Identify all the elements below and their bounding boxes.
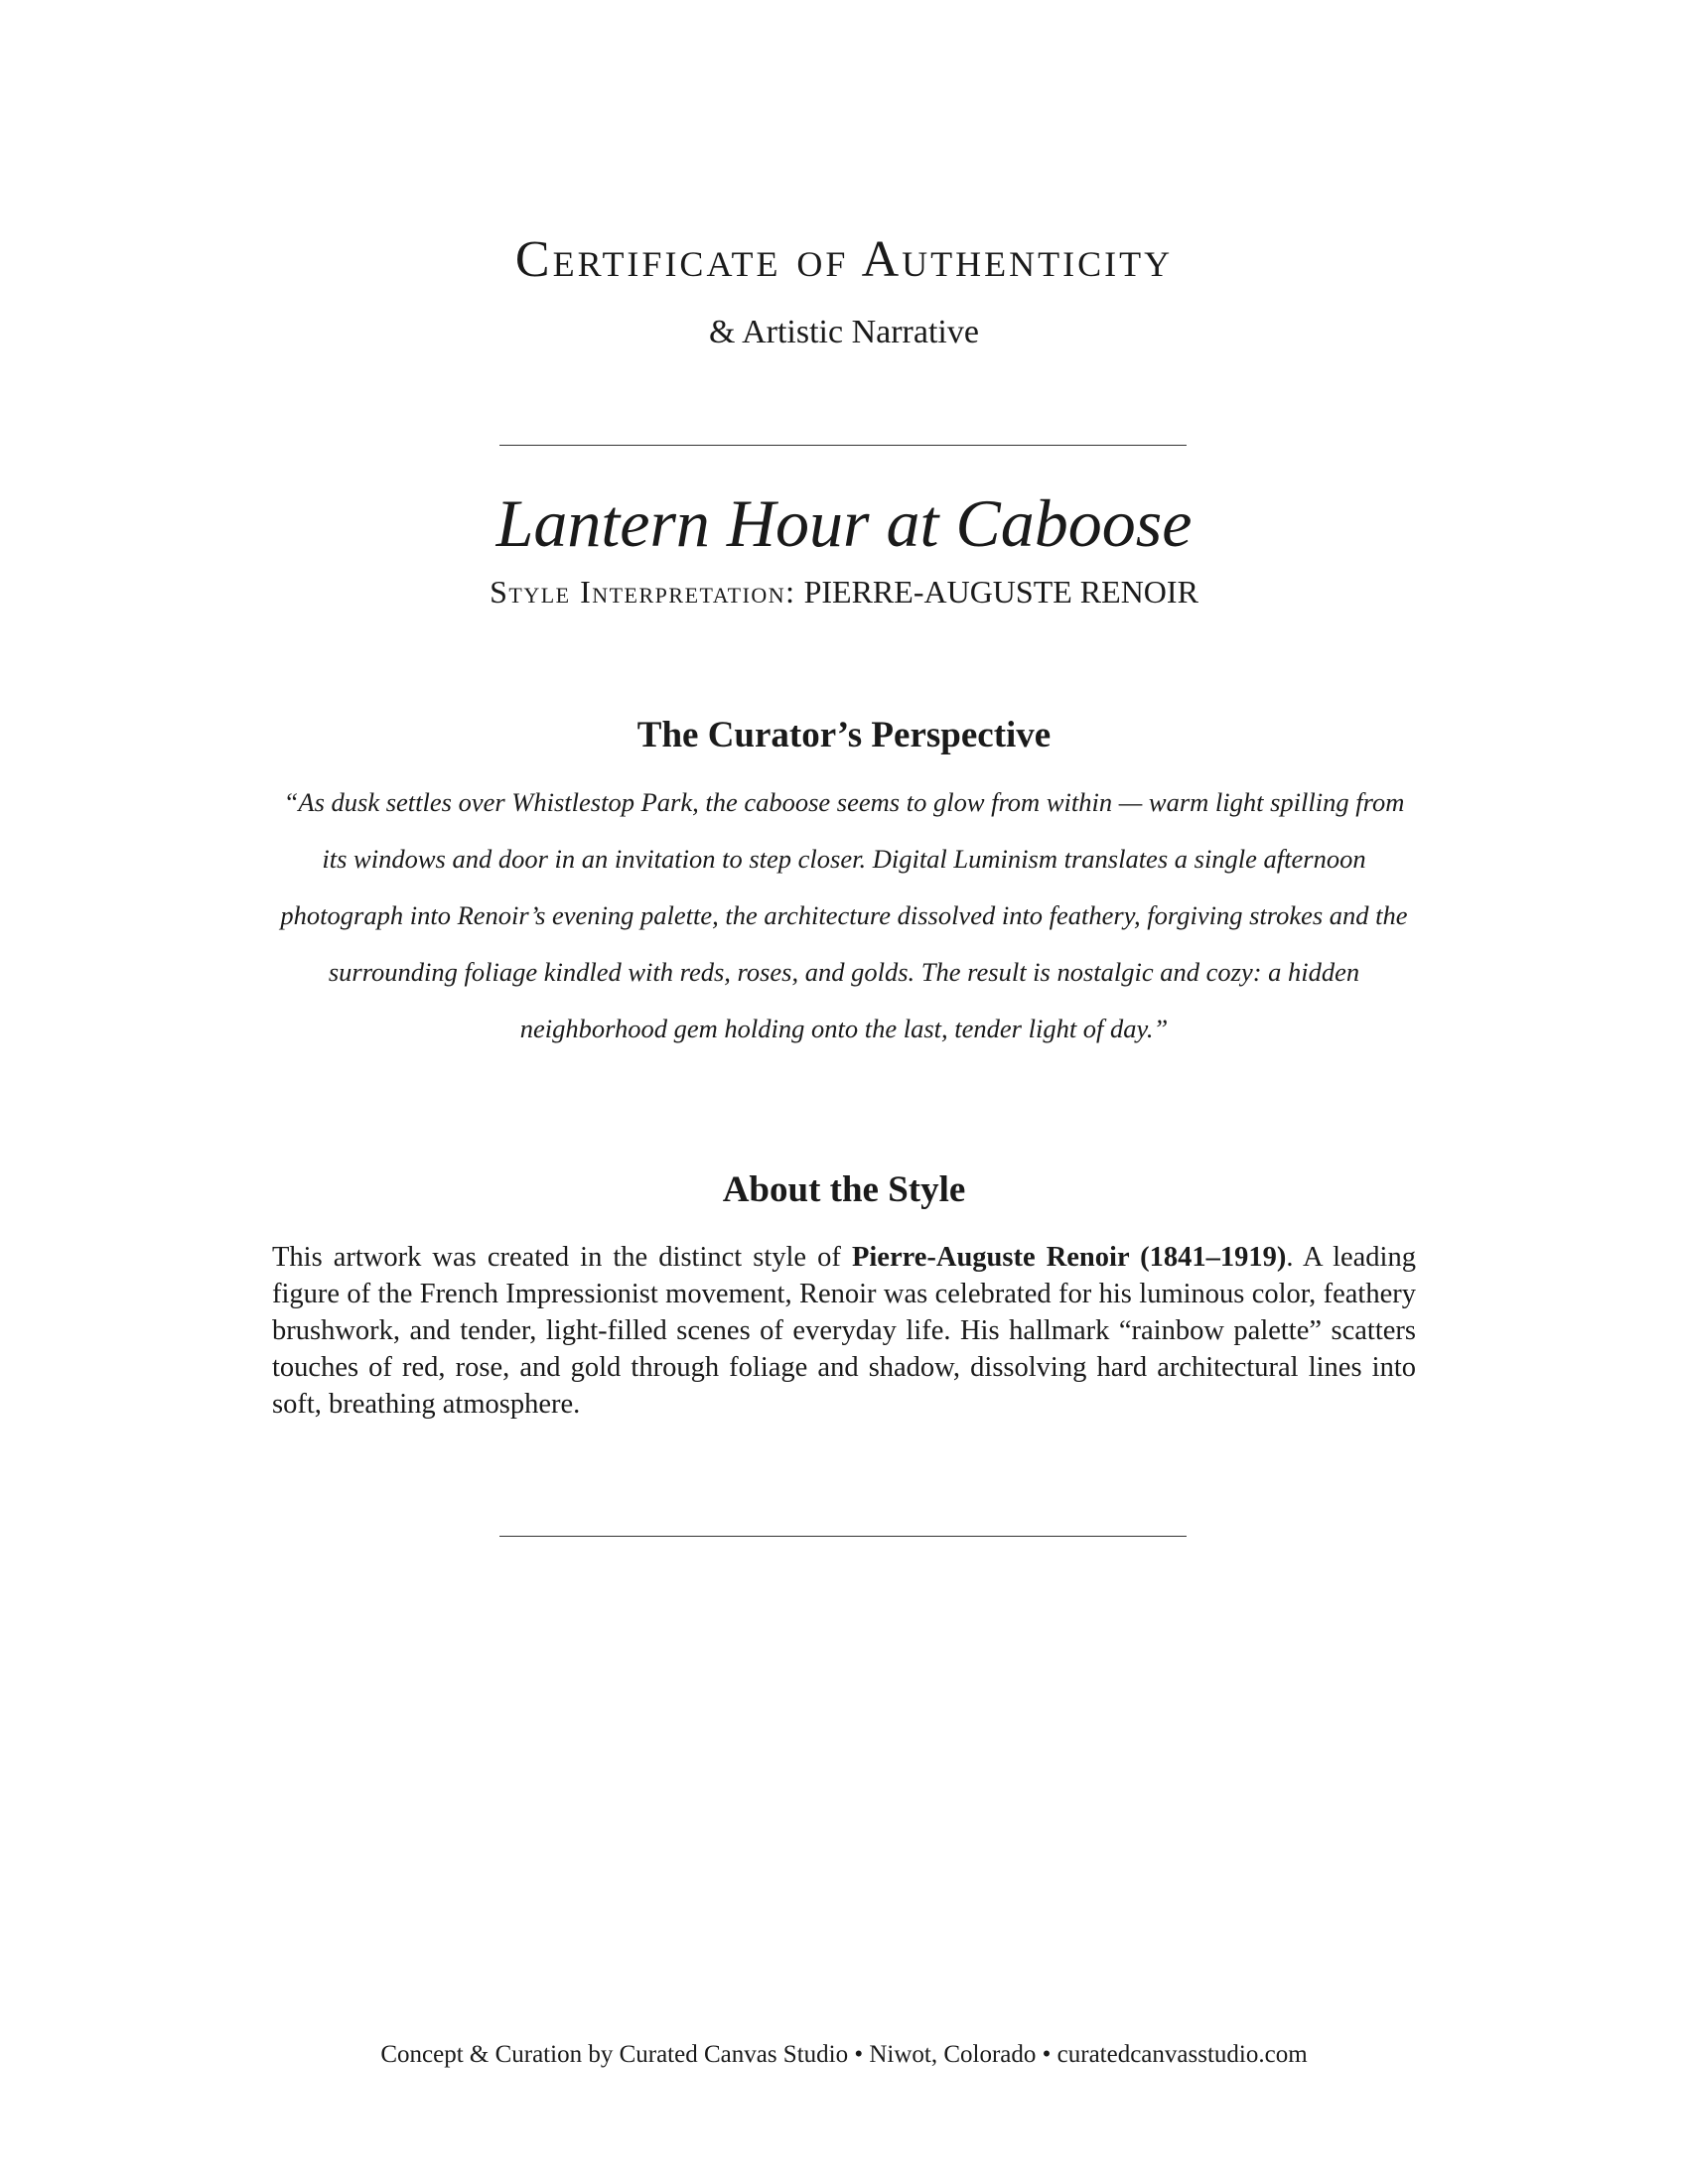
artwork-title: Lantern Hour at Caboose bbox=[495, 485, 1193, 561]
curator-perspective-heading: The Curator’s Perspective bbox=[636, 715, 1052, 755]
style-interpretation-caption: Style Interpretation: bbox=[490, 574, 796, 610]
about-text-intro: This artwork was created in the distinct style of bbox=[272, 1242, 852, 1273]
curator-quote: “As dusk settles over Whistlestop Park, the caboose seems to glow from within — warm light spilling from its windows and door in an invitation to step closer. Digital Luminism translates a single afternoon photograph into Renoir’s evening palette, the architecture dissolved into feathery, forgiving strokes and the surrounding foliage kindled with reds, roses, and golds. The result is nostalgic and cozy: a hidden neighborhood gem holding onto the last, tender light of day.” bbox=[280, 787, 1408, 1043]
style-interpretation-line bbox=[0, 576, 1688, 608]
top-divider bbox=[499, 445, 1187, 446]
footer-credit: Concept & Curation by Curated Canvas Studio • Niwot, Colorado • curatedcanvasstudio.com bbox=[380, 2041, 1308, 2068]
certificate-subtitle: & Artistic Narrative bbox=[709, 314, 979, 350]
style-artist-name: PIERRE-AUGUSTE RENOIR bbox=[803, 574, 1198, 610]
about-text-body: . A leading figure of the French Impressionist movement, Renoir was celebrated for his luminous color, feathery brushwork, and tender, light-filled scenes of everyday life. His hallmark “rainbow palette” scatters touches of red, rose, and gold through foliage and shadow, dissolving hard architectural lines into soft, breathing atmosphere. bbox=[272, 1242, 1416, 1420]
about-style-paragraph bbox=[272, 1239, 1416, 1423]
certificate-title: Certificate of Authenticity bbox=[514, 231, 1174, 288]
about-artist-name: Pierre-Auguste Renoir (1841–1919) bbox=[851, 1242, 1287, 1273]
about-style-heading: About the Style bbox=[722, 1169, 966, 1210]
bottom-divider bbox=[499, 1536, 1187, 1537]
